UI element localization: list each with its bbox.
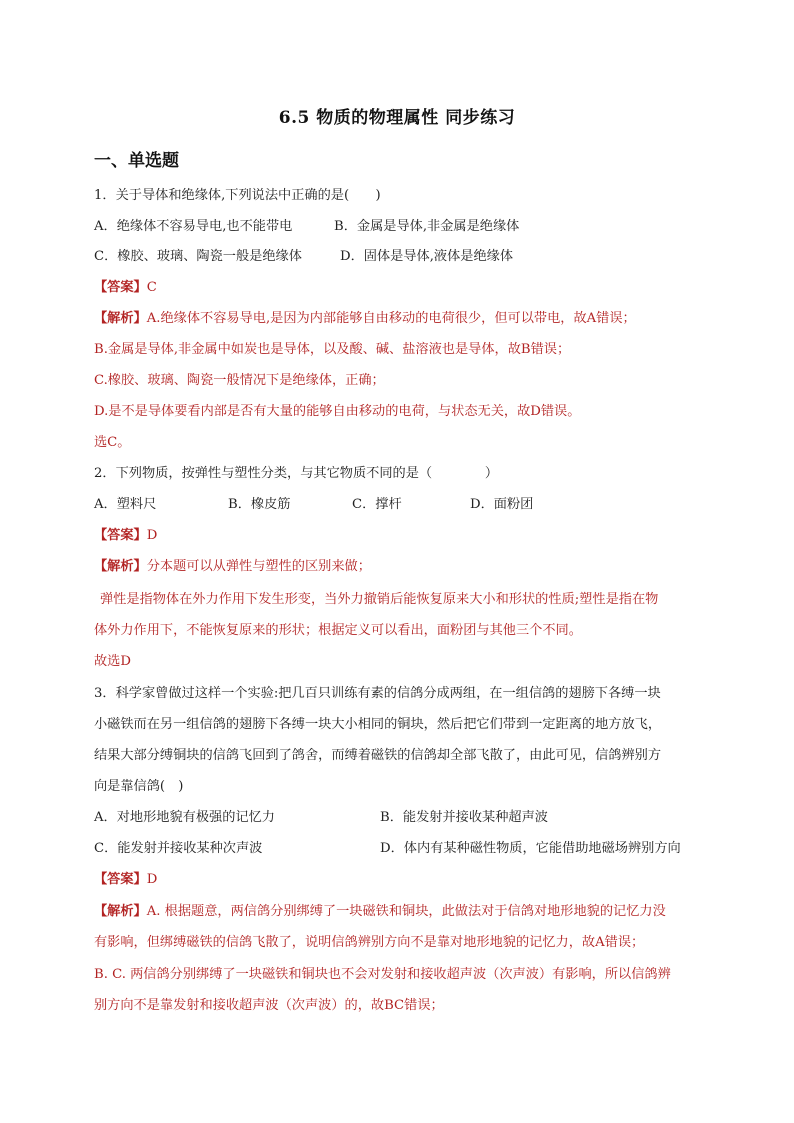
q2-option-b: B．橡皮筋: [228, 497, 291, 512]
q3-stem-line-1: 3．科学家曾做过这样一个实验:把几百只训练有素的信鸽分成两组，在一组信鸽的翅膀下各缚一块: [94, 686, 661, 701]
q1-analysis-line-4: D.是不是导体要看内部是否有大量的能够自由移动的电荷，与状态无关，故D错误。: [94, 404, 581, 419]
q1-option-a: A．绝缘体不容易导电,也不能带电: [94, 219, 293, 234]
q3-stem-line-2: 小磁铁而在另一组信鸽的翅膀下各缚一块大小相同的铜块，然后把它们带到一定距离的地方放飞，: [94, 717, 662, 732]
q1-analysis-line-3: C.橡胶、玻璃、陶瓷一般情况下是绝缘体，正确；: [94, 373, 385, 388]
q3-option-d: D．体内有某种磁性物质，它能借助地磁场辨别方向: [380, 841, 681, 856]
q2-option-a: A．塑料尺: [94, 497, 157, 512]
section-heading: 一、单选题: [94, 151, 179, 171]
q2-option-c: C．撑杆: [352, 497, 402, 512]
page-title: 6.5 物质的物理属性 同步练习: [278, 108, 516, 128]
q2-conclusion: 故选D: [94, 654, 131, 669]
q1-analysis-line-1: 【解析】A.绝缘体不容易导电,是因为内部能够自由移动的电荷很少，但可以带电，故A错误；: [94, 311, 636, 326]
q1-conclusion: 选C。: [94, 435, 131, 450]
q3-stem-line-3: 结果大部分缚铜块的信鸽飞回到了鸽舍，而缚着磁铁的信鸽却全部飞散了，由此可见，信鸽辨别方: [94, 748, 662, 763]
q2-answer: [94, 527, 157, 545]
q2-option-d: D．面粉团: [470, 497, 534, 512]
q3-answer: [94, 871, 157, 889]
q3-analysis-line-4: 别方向不是靠发射和接收超声波（次声波）的，故BC错误；: [94, 998, 444, 1013]
analysis-tag: 【解析】: [94, 559, 147, 574]
q1-stem: 1．关于导体和绝缘体,下列说法中正确的是( ): [94, 188, 381, 203]
answer-tag: 【答案】: [94, 872, 147, 887]
answer-tag: 【答案】: [94, 280, 147, 295]
analysis-tag: 【解析】: [94, 904, 147, 919]
q1-option-b: B．金属是导体,非金属是绝缘体: [334, 219, 520, 234]
q2-analysis-line-1: 【解析】分本题可以从弹性与塑性的区别来做；: [94, 559, 371, 574]
q1-analysis-line-2: B.金属是导体,非金属中如炭也是导体，以及酸、碱、盐溶液也是导体，故B错误；: [94, 342, 571, 357]
q2-answer-value: D: [146, 528, 158, 543]
q3-option-a: A．对地形地貌有极强的记忆力: [94, 810, 275, 825]
q3-stem-line-4: 向是靠信鸽( ): [94, 779, 184, 794]
q1-option-c: C．橡胶、玻璃、陶瓷一般是绝缘体: [94, 249, 302, 264]
q1-answer-value: C: [146, 280, 157, 295]
q3-answer-value: D: [146, 872, 158, 887]
analysis-tag: 【解析】: [94, 311, 147, 326]
q1-answer: [94, 279, 157, 297]
q3-analysis-line-1: 【解析】A. 根据题意，两信鸽分别绑缚了一块磁铁和铜块，此做法对于信鸽对地形地貌的记忆力没: [94, 904, 666, 919]
q3-option-c: C．能发射并接收某种次声波: [94, 841, 263, 856]
q1-option-d: D．固体是导体,液体是绝缘体: [340, 249, 514, 264]
q2-analysis-line-3: 体外力作用下，不能恢复原来的形状；根据定义可以看出，面粉团与其他三个不同。: [94, 623, 582, 638]
q2-stem: 2．下列物质，按弹性与塑性分类，与其它物质不同的是（ ）: [94, 466, 499, 481]
q3-analysis-line-3: B. C. 两信鸽分别绑缚了一块磁铁和铜块也不会对发射和接收超声波（次声波）有影响，所以信鸽辨: [94, 967, 671, 982]
q3-option-b: B．能发射并接收某种超声波: [380, 810, 548, 825]
answer-tag: 【答案】: [94, 528, 147, 543]
q2-analysis-line-2: 弹性是指物体在外力作用下发生形变，当外力撤销后能恢复原来大小和形状的性质;塑性是指在物: [100, 592, 659, 607]
q3-analysis-line-2: 有影响，但绑缚磁铁的信鸽飞散了，说明信鸽辨别方向不是靠对地形地貌的记忆力，故A错误；: [94, 935, 645, 950]
